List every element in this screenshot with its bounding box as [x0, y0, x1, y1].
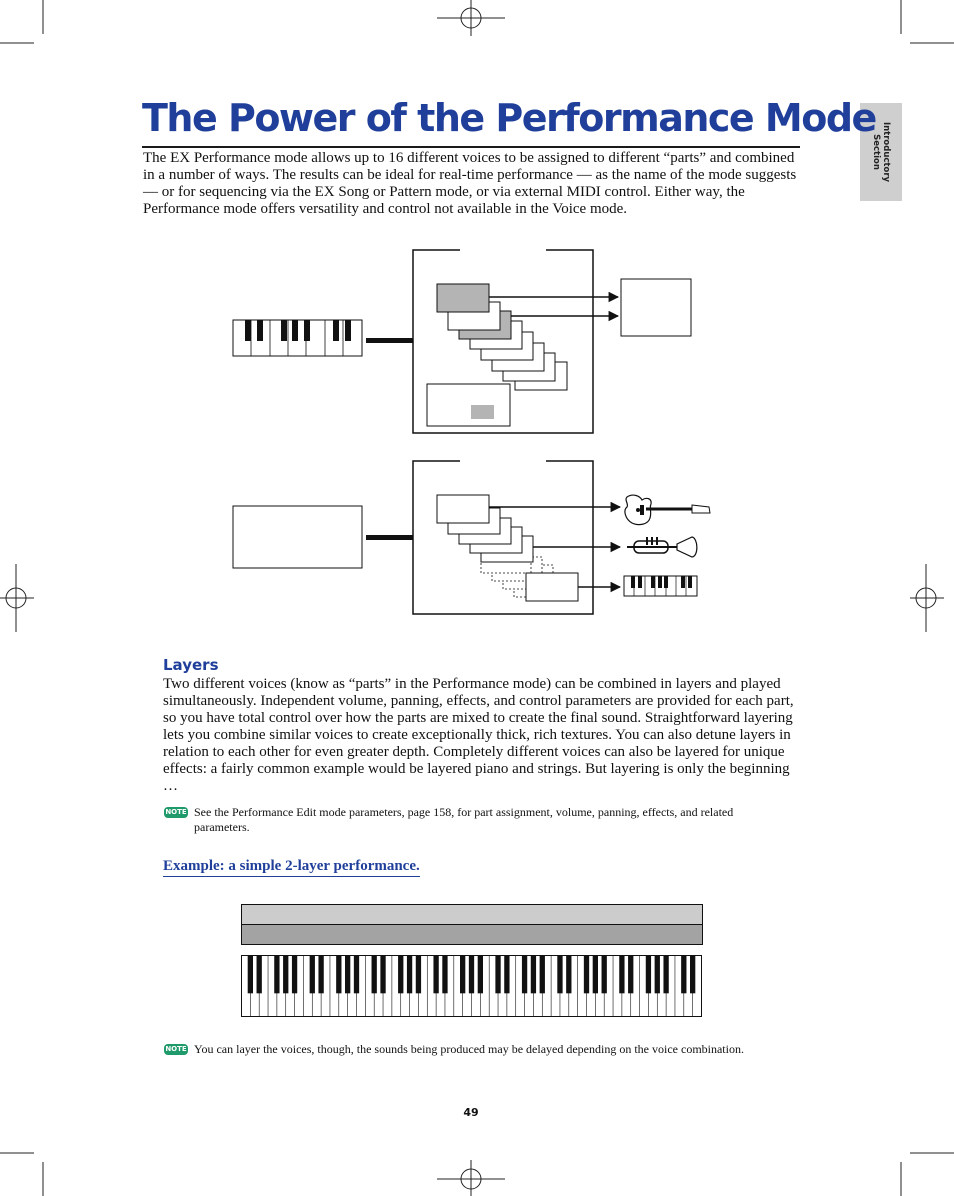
- black-key: [257, 956, 262, 994]
- section-tab-line-2: Section: [871, 134, 881, 170]
- section-tab-line-1: Introductory: [881, 121, 891, 183]
- keyboard-range: [241, 955, 703, 1018]
- black-key: [318, 956, 323, 994]
- diagram-layer-overview: [233, 247, 691, 433]
- page-number: 49: [463, 1106, 479, 1119]
- layers-heading: Layers: [163, 656, 219, 674]
- note-text: You can layer the voices, though, the sounds being produced may be delayed depending on the voice combination.: [194, 1042, 744, 1056]
- black-key: [557, 956, 562, 994]
- diagram-part-routing: [233, 458, 710, 614]
- black-key: [655, 956, 660, 994]
- black-key: [663, 956, 668, 994]
- black-key: [372, 956, 377, 994]
- black-key: [504, 956, 509, 994]
- black-key: [619, 956, 624, 994]
- note-badge-icon: NOTE: [165, 1045, 187, 1053]
- black-key: [522, 956, 527, 994]
- black-key: [416, 956, 421, 994]
- black-key: [274, 956, 279, 994]
- black-key: [354, 956, 359, 994]
- black-key: [283, 956, 288, 994]
- black-key: [345, 956, 350, 994]
- keyboard-icon: [624, 576, 697, 596]
- layers-paragraph: Two different voices (know as “parts” in the Performance mode) can be combined in layers and played simultaneously. Independent volume, panning, effects, and control parameters are provided for each part, so you have total control over how the parts are mixed to create the final sound. Straightforward layering lets you combine similar voices to create exceptionally thick, rich textures. You can also detune layers in relation to each other for even greater depth. Completely different voices can also be layered for unique effects: a fairly common example would be layered piano and strings. But layering is only the beginning …: [163, 676, 794, 794]
- black-key: [248, 956, 253, 994]
- black-key: [478, 956, 483, 994]
- black-key: [531, 956, 536, 994]
- layer-bar-top: [241, 904, 703, 925]
- note-badge-icon: NOTE: [165, 808, 187, 816]
- black-key: [646, 956, 651, 994]
- black-key: [469, 956, 474, 994]
- black-key: [433, 956, 438, 994]
- black-key: [336, 956, 341, 994]
- black-key: [681, 956, 686, 994]
- black-key: [566, 956, 571, 994]
- black-key: [690, 956, 695, 994]
- black-key: [628, 956, 633, 994]
- page-title: The Power of the Performance Mode: [142, 96, 876, 140]
- layer-bar-bottom: [241, 924, 703, 945]
- black-key: [540, 956, 545, 994]
- example-caption[interactable]: Example: a simple 2-layer performance.: [163, 858, 420, 877]
- black-key: [292, 956, 297, 994]
- black-key: [398, 956, 403, 994]
- note-text: See the Performance Edit mode parameters, page 158, for part assignment, volume, panning, effects, and related parameters.: [194, 805, 734, 834]
- black-key: [602, 956, 607, 994]
- trumpet-icon: [627, 537, 697, 557]
- black-key: [460, 956, 465, 994]
- black-key: [495, 956, 500, 994]
- black-key: [442, 956, 447, 994]
- black-key: [310, 956, 315, 994]
- keyboard-icon: [233, 320, 362, 356]
- black-key: [407, 956, 412, 994]
- black-key: [584, 956, 589, 994]
- intro-paragraph: The EX Performance mode allows up to 16 different voices to be assigned to different “parts” and combined in a number of ways. The results can be ideal for real-time performance — as the name of the mode suggests — or for sequencing via the EX Song or Pattern mode, or via external MIDI control. Either way, the Performance mode offers versatility and control not available in the Voice mode.: [143, 150, 797, 217]
- black-key: [593, 956, 598, 994]
- black-key: [380, 956, 385, 994]
- electric-guitar-icon: [625, 495, 710, 524]
